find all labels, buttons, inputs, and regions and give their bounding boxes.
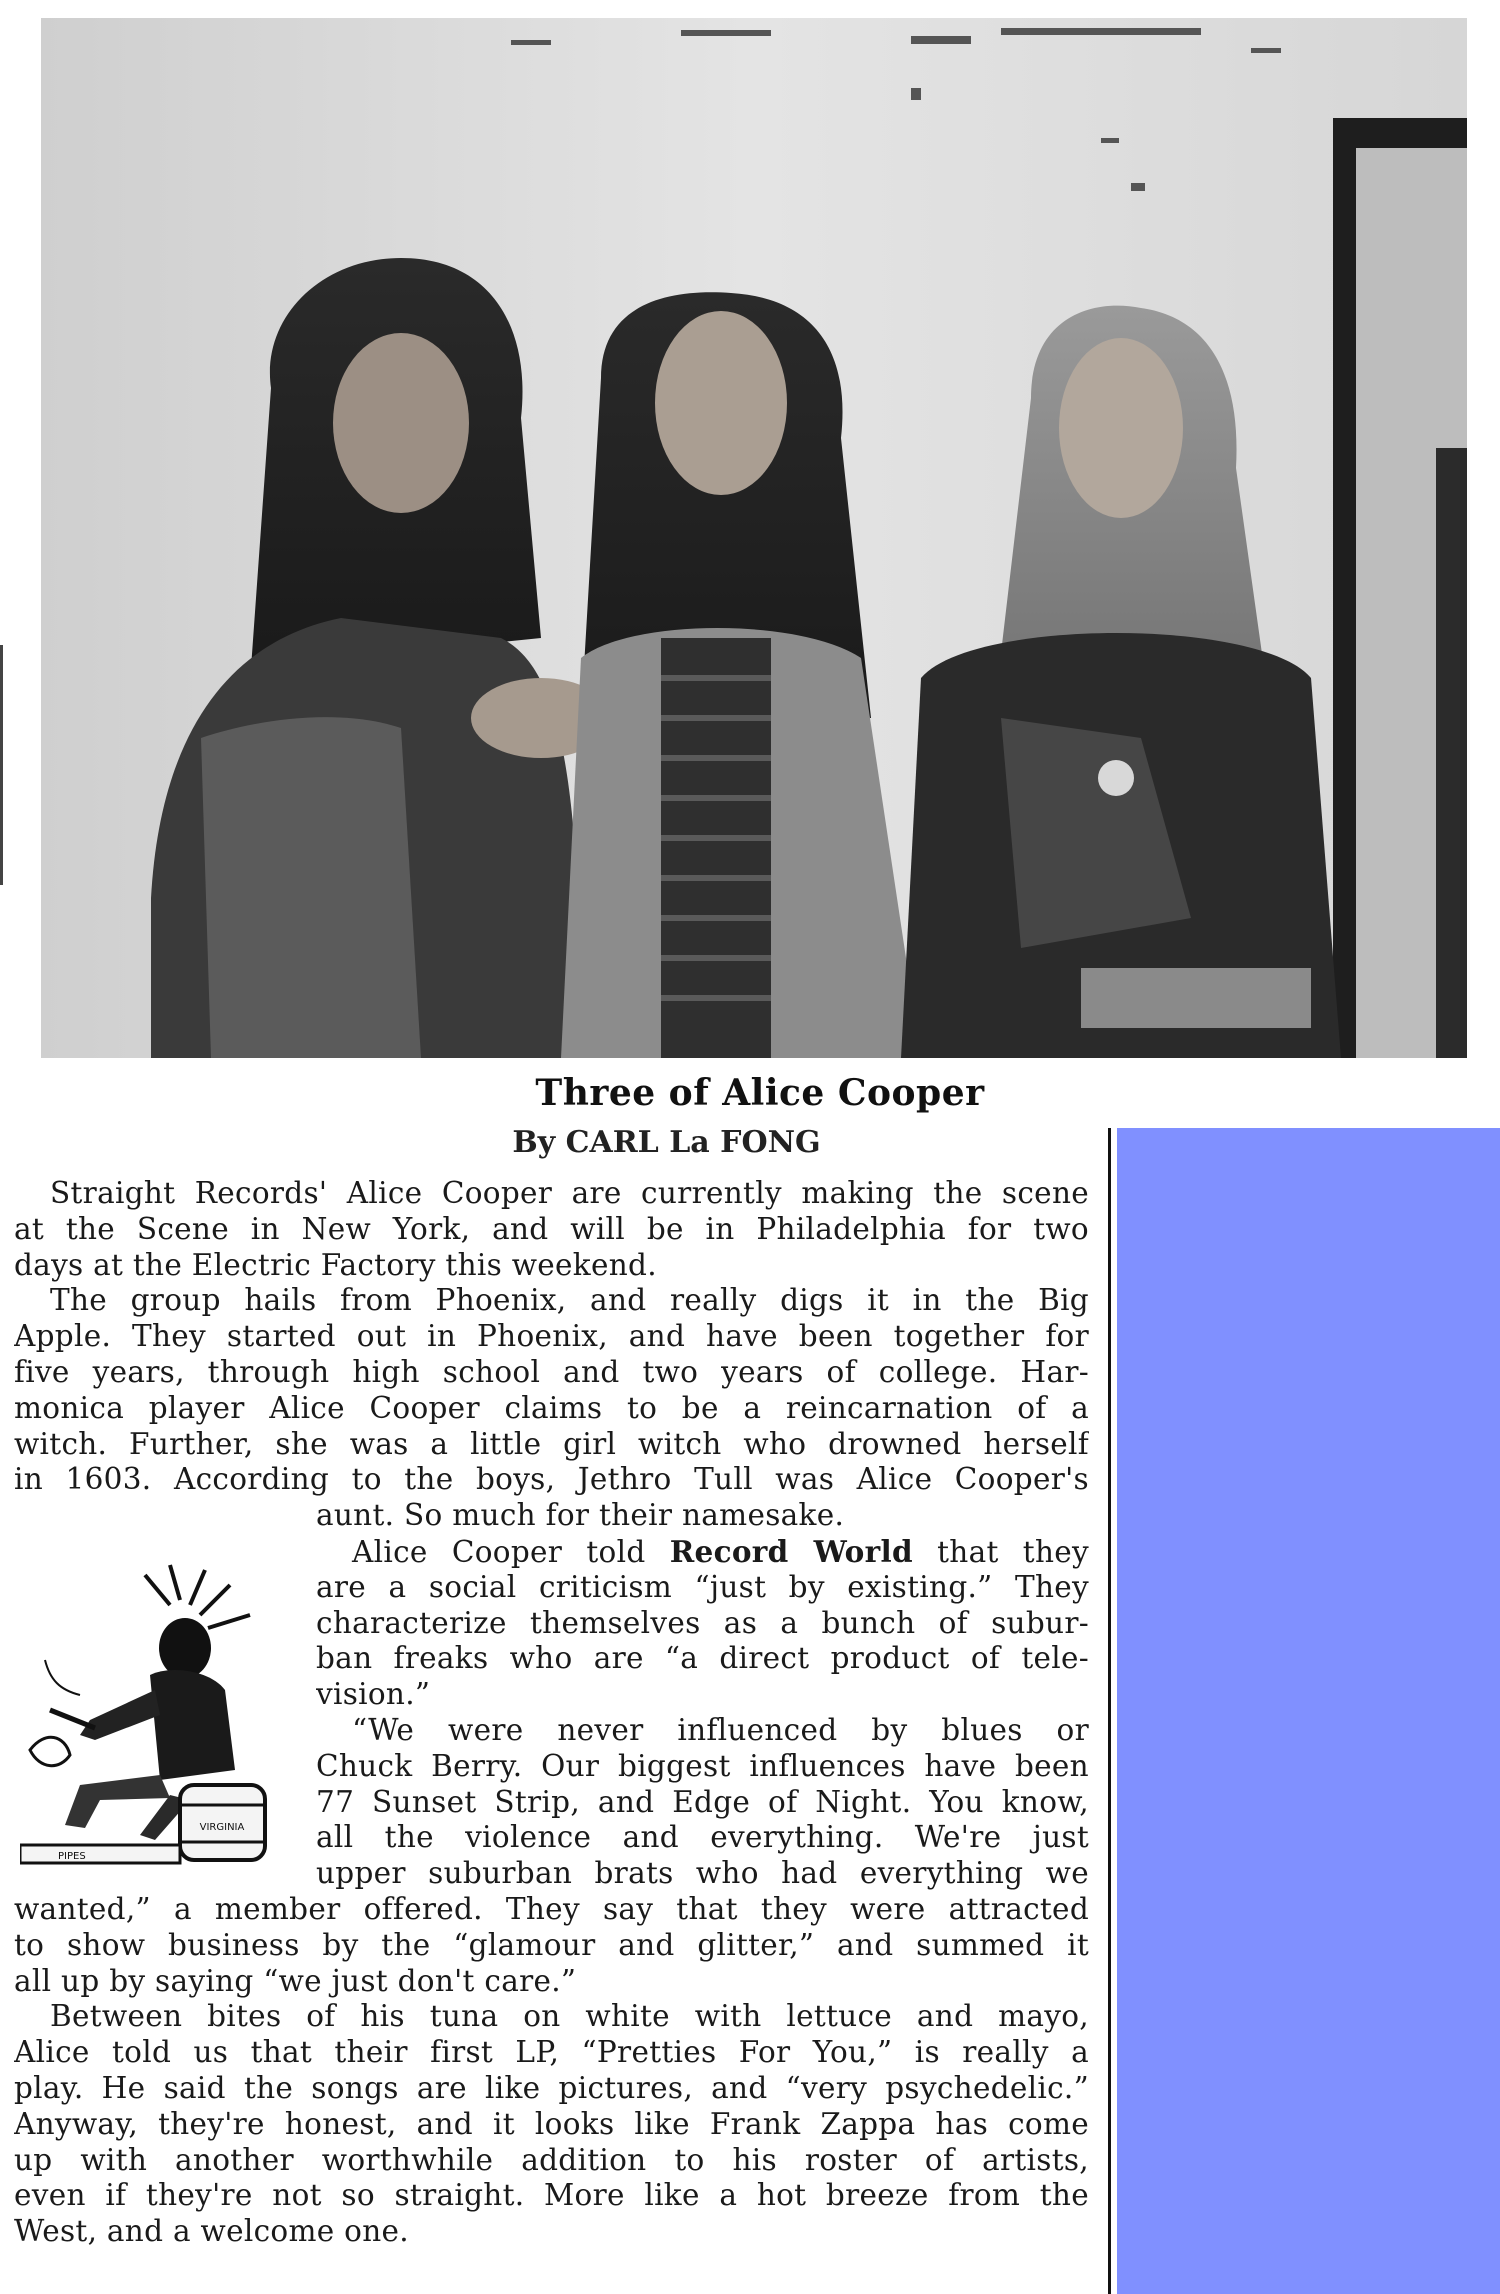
text-line: Anyway, they're honest, and it looks like Frank Zappa has come: [14, 2106, 1089, 2141]
text-line: ban freaks who are “a direct product of tele-: [316, 1641, 1089, 1676]
text-line: upper suburban brats who had everything we: [316, 1856, 1089, 1891]
text-line: even if they're not so straight. More like a hot breeze from the: [14, 2178, 1089, 2213]
text-line: five years, through high school and two years of college. Har-: [14, 1354, 1089, 1389]
text-line: Apple. They started out in Phoenix, and have been together for: [14, 1319, 1089, 1354]
text-line: Alice told us that their first LP, “Pretties For You,” is really a: [14, 2035, 1089, 2070]
byline: By CARL La FONG: [512, 1125, 821, 1160]
text-line: Chuck Berry. Our biggest influences have been: [316, 1748, 1089, 1783]
text-line: [316, 1534, 1089, 1570]
band-photo: [41, 18, 1467, 1058]
text-line: vision.”: [316, 1677, 431, 1712]
text-line: all up by saying “we just don't care.”: [14, 1963, 577, 1998]
text-line: Between bites of his tuna on white with lettuce and mayo,: [50, 1999, 1089, 2034]
text-line: The group hails from Phoenix, and really digs it in the Big: [50, 1283, 1089, 1318]
text-line: characterize themselves as a bunch of subur-: [316, 1605, 1089, 1640]
paragraph-5: [14, 1999, 1089, 2250]
text-line: West, and a welcome one.: [14, 2214, 409, 2249]
text-line: “We were never influenced by blues or: [352, 1712, 1089, 1747]
blank-blue-panel: [1117, 1128, 1500, 2294]
barrel-label: VIRGINIA: [199, 1822, 245, 1833]
text-line: at the Scene in New York, and will be in Philadelphia for two: [14, 1211, 1089, 1246]
publication-name: Record World: [669, 1533, 913, 1569]
tobacconist-illustration: [20, 1560, 275, 1870]
paragraph-2: [14, 1283, 1089, 1534]
text-fragment: that they: [912, 1534, 1089, 1569]
text-fragment: Alice Cooper told: [352, 1534, 670, 1569]
text-line: 77 Sunset Strip, and Edge of Night. You know,: [316, 1784, 1089, 1819]
text-line: witch. Further, she was a little girl witch who drowned herself: [14, 1426, 1089, 1461]
text-line: all the violence and everything. We're just: [316, 1820, 1089, 1855]
column-rule: [1108, 1128, 1111, 2294]
text-line: monica player Alice Cooper claims to be a reincarnation of a: [14, 1390, 1089, 1425]
text-line: up with another worthwhile addition to his roster of artists,: [14, 2142, 1089, 2177]
text-line: days at the Electric Factory this weekend.: [14, 1247, 657, 1282]
scan-edge-mark: [0, 645, 3, 885]
paragraph-1: [14, 1176, 1089, 1283]
text-line: wanted,” a member offered. They say that they were attracted: [14, 1891, 1089, 1926]
text-line: in 1603. According to the boys, Jethro Tull was Alice Cooper's: [14, 1462, 1089, 1497]
text-line: aunt. So much for their namesake.: [316, 1498, 845, 1533]
sign-label: PIPES: [58, 1851, 86, 1862]
text-line: Straight Records' Alice Cooper are currently making the scene: [50, 1176, 1089, 1210]
text-line: play. He said the songs are like pictures, and “very psychedelic.”: [14, 2070, 1089, 2105]
photo-caption: Three of Alice Cooper: [535, 1072, 985, 1114]
text-line: to show business by the “glamour and glitter,” and summed it: [14, 1927, 1089, 1962]
text-line: are a social criticism “just by existing.” They: [316, 1569, 1089, 1604]
